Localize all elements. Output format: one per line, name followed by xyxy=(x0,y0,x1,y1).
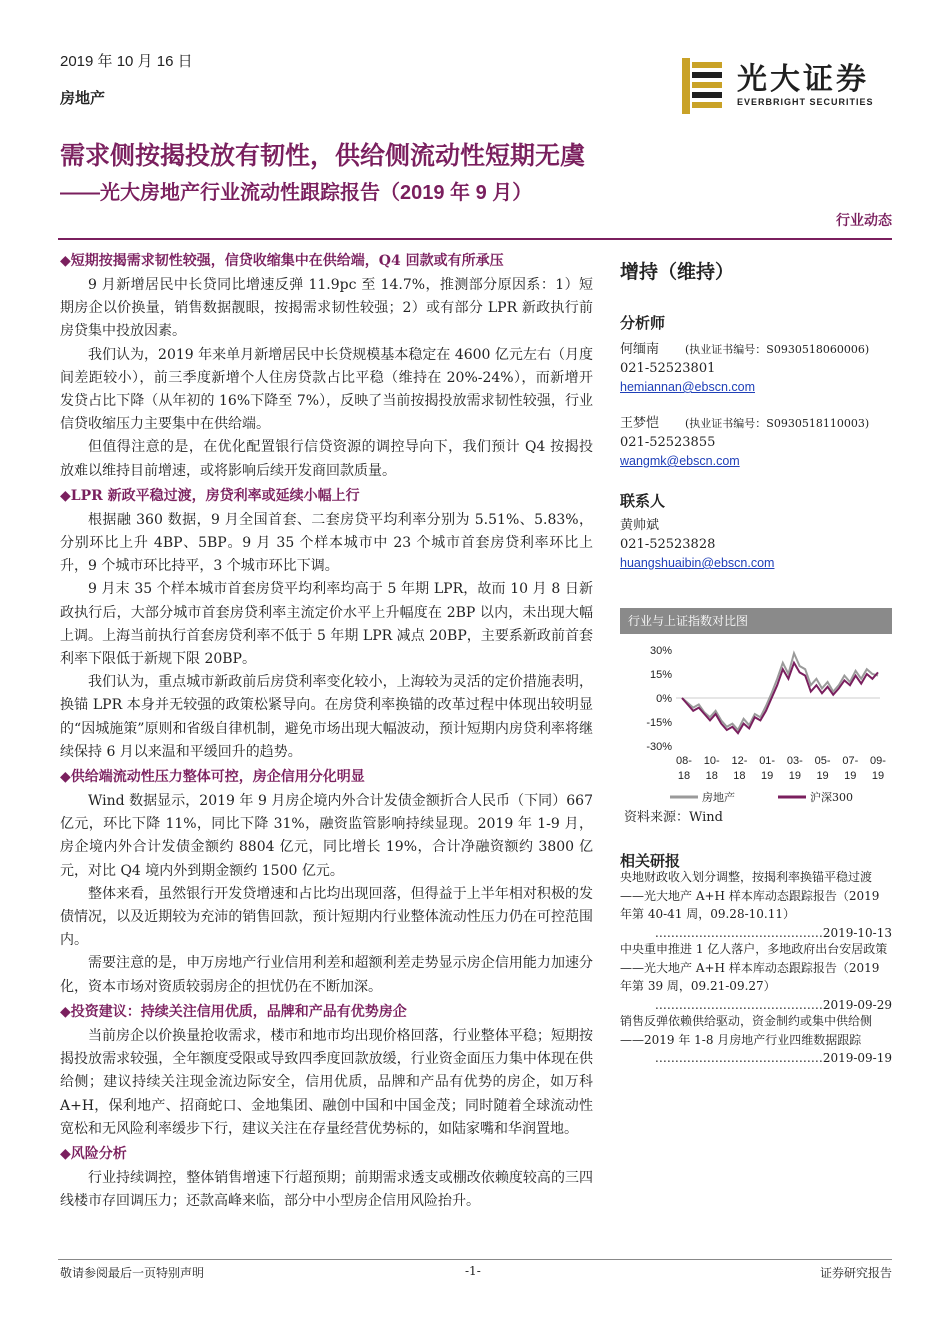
x-tick-label: 09- xyxy=(870,755,886,767)
report-category: 行业动态 xyxy=(836,212,892,228)
paragraph: 整体来看，虽然银行开发贷增速和占比均出现回落，但得益于上半年相对积极的发债情况，以及近期较为充沛的销售回款，预计短期内行业整体流动性压力仍在可控范围内。 xyxy=(60,885,593,949)
x-tick-label: 19 xyxy=(871,770,885,782)
sector-label: 房地产 xyxy=(60,90,106,107)
legend-label: 沪深300 xyxy=(810,791,853,804)
footer-divider xyxy=(58,1259,892,1260)
comparison-chart xyxy=(620,640,892,810)
paragraph: 需要注意的是，申万房地产行业信用利差和超额利差走势显示房企信用能力加速分化，资本市场对资质较弱房企的担忧仍在不断加深。 xyxy=(60,955,593,995)
analyst-email-link[interactable]: hemiannan@ebscn.com xyxy=(620,380,755,394)
page-number: -1- xyxy=(465,1264,481,1278)
main-body xyxy=(60,248,593,1213)
x-tick-label: 19 xyxy=(761,770,774,782)
section-heading: ◆投资建议：持续关注信用优质，品牌和产品有优势房企 xyxy=(60,1003,407,1020)
related-report-text: 中央重申推进 1 亿人落户，多地政府出台安居政策——光大地产 A+H 样本库动态跟踪报告（2019 年第 39 周，09.21-09.27） xyxy=(620,942,888,993)
analyst-license: (执业证书编号：S0930518110003) xyxy=(685,417,870,430)
x-tick-label: 10- xyxy=(703,755,720,767)
contact-phone: 021-52523828 xyxy=(620,537,716,552)
logo-subtext: EVERBRIGHT SECURITIES xyxy=(737,97,874,107)
x-tick-label: 08- xyxy=(676,755,692,767)
logo-text: 光大证券 xyxy=(737,62,869,97)
footer-label: 证券研究报告 xyxy=(819,1266,892,1280)
paragraph: 9 月新增居民中长贷同比增速反弹 11.9pc 至 14.7%，推测部分原因系：1）短期房企以价换量，销售数据靓眼，按揭需求韧性较强；2）或有部分 LPR 新政执行前房贷集中投放因素。 xyxy=(60,277,593,340)
related-report-date: ……………………………………2019-10-13 xyxy=(654,925,892,940)
y-tick-label: 30% xyxy=(649,645,672,657)
x-tick-label: 12- xyxy=(731,755,748,767)
related-report-2[interactable] xyxy=(620,940,892,1014)
y-tick-label: -15% xyxy=(646,717,672,729)
x-tick-label: 19 xyxy=(816,770,829,782)
paragraph: 我们认为，2019 年来单月新增居民中长贷规模基本稳定在 4600 亿元左右（月度间差距较小），前三季度新增个人住房贷款占比平稳（维持在 20%-24%），而新增开发贷占比下降（从年初的 16%下降至 7%），反映了当前按揭投放需求韧性较强，行业信贷收缩压力主要集中在供给端。 xyxy=(60,346,593,433)
x-tick-label: 18 xyxy=(677,770,691,782)
chart-title-bar: 行业与上证指数对比图 xyxy=(620,608,892,634)
paragraph: 但值得注意的是，在优化配置银行信贷资源的调控导向下，我们预计 Q4 按揭投放难以维持目前增速，或将影响后续开发商回款质量。 xyxy=(60,439,593,479)
report-title: 需求侧按揭投放有韧性，供给侧流动性短期无虞 xyxy=(60,142,586,170)
paragraph: 行业持续调控，整体销售增速下行超预期；前期需求透支或棚改依赖度较高的三四线楼市存回调压力；还款高峰来临，部分中小型房企信用风险抬升。 xyxy=(60,1169,593,1210)
related-report-text: 央地财政收入划分调整，按揭利率换锚平稳过渡——光大地产 A+H 样本库动态跟踪报告（2019 年第 40-41 周，09.28-10.11） xyxy=(620,870,880,921)
footer-disclaimer: 敬请参阅最后一页特别声明 xyxy=(60,1266,205,1280)
x-tick-label: 19 xyxy=(788,770,801,782)
paragraph: 9 月末 35 个样本城市首套房贷平均利率均高于 5 年期 LPR，故而 10 月 8 日新政执行后，大部分城市首套房贷利率主流定价水平上升幅度在 2BP 以内，未出现大幅上调。上海当前执行首套房贷利率不低于 5 年期 LPR 减点 20BP，主要系新政前首套利率下限低于新规下限 20BP。 xyxy=(60,581,593,668)
paragraph: Wind 数据显示，2019 年 9 月房企境内外合计发债金额折合人民币（下同）667 亿元，环比下降 11%，同比下降 31%，融资监管影响持续显现。2019 年 1-9 月，房企境内外合计发债金额约 8804 亿元，同比增长 19%，合计净融资额约 3800 亿元，对比 Q4 境内外到期金额约 1500 亿元。 xyxy=(60,793,593,879)
related-report-date: ……………………………………2019-09-29 xyxy=(654,997,892,1012)
section-heading: ◆风险分析 xyxy=(60,1145,127,1162)
analyst-phone: 021-52523801 xyxy=(620,361,716,376)
analyst-phone: 021-52523855 xyxy=(620,435,716,450)
analyst-name: 王梦恺 xyxy=(620,416,660,431)
logo-mark-icon xyxy=(682,58,732,114)
report-date: 2019 年 10 月 16 日 xyxy=(60,53,193,70)
analyst-license: (执业证书编号：S0930518060006) xyxy=(685,343,870,356)
contact-name: 黄帅斌 xyxy=(620,518,660,533)
section-heading: ◆LPR 新政平稳过渡，房贷利率或延续小幅上行 xyxy=(60,487,360,504)
y-tick-label: 15% xyxy=(649,669,672,681)
related-heading: 相关研报 xyxy=(620,853,681,870)
analyst-name: 何缅南 xyxy=(620,342,660,357)
x-tick-label: 18 xyxy=(705,770,718,782)
related-report-date: ……………………………………2019-09-19 xyxy=(654,1051,892,1065)
analyst-2 xyxy=(620,414,892,471)
x-tick-label: 03- xyxy=(786,755,803,767)
related-report-3[interactable] xyxy=(620,1012,892,1068)
paragraph: 当前房企以价换量抢收需求，楼市和地市均出现价格回落，行业整体平稳；短期按揭投放需求较强，全年额度受限或导致四季度回款放缓，行业资金面压力集中体现在供给侧；建议持续关注现金流边际安全，信用优质，品牌和产品有优势的房企，如万科 A+H，保利地产、招商蛇口、金地集团、融创中国和中国金茂；同时随着全球流动性宽松和无风险利率缓步下行，建议关注在存量经营优势标的，如陆家嘴和华润置地。 xyxy=(60,1027,593,1137)
y-tick-label: -30% xyxy=(646,741,672,753)
header-divider xyxy=(58,238,892,240)
chart-source: 资料来源：Wind xyxy=(624,810,723,825)
analyst-email-link[interactable]: wangmk@ebscn.com xyxy=(620,454,740,468)
related-report-1[interactable] xyxy=(620,868,892,942)
legend-label: 房地产 xyxy=(702,791,735,804)
paragraph: 根据融 360 数据，9 月全国首套、二套房贷平均利率分别为 5.51%、5.83%，分别环比上升 4BP、5BP。9 月 35 个样本城市中 23 个城市首套房贷利率环比上升，9 个城市环比持平，3 个城市环比下调。 xyxy=(60,511,593,575)
contact-heading: 联系人 xyxy=(620,493,666,510)
contact-block xyxy=(620,516,892,573)
paragraph: 我们认为，重点城市新政前后房贷利率变化较小，上海较为灵活的定价措施表明，换锚 LPR 本身并无较强的政策松紧导向。在房贷利率换锚的改革过程中体现出较明显的“因城施策”原则和省级自律机制，避免市场出现大幅波动，预计短期内房贷利率将继续保持 6 月以来温和平缓回升的趋势。 xyxy=(60,674,593,760)
x-tick-label: 18 xyxy=(733,770,746,782)
contact-email-link[interactable]: huangshuaibin@ebscn.com xyxy=(620,556,775,570)
report-subtitle: ——光大房地产行业流动性跟踪报告（2019 年 9 月） xyxy=(60,182,533,204)
x-tick-label: 05- xyxy=(814,755,831,767)
section-heading: ◆短期按揭需求韧性较强，信贷收缩集中在供给端，Q4 回款或有所承压 xyxy=(60,253,504,269)
y-tick-label: 0% xyxy=(656,693,672,705)
analyst-heading: 分析师 xyxy=(620,315,666,332)
rating: 增持（维持） xyxy=(620,262,735,283)
related-report-text: 销售反弹依赖供给驱动，资金制约或集中供给侧——2019 年 1-8 月房地产行业四维数据跟踪 xyxy=(620,1014,873,1047)
section-heading: ◆供给端流动性压力整体可控，房企信用分化明显 xyxy=(60,769,365,786)
x-tick-label: 01- xyxy=(759,755,776,767)
analyst-1 xyxy=(620,340,892,397)
x-tick-label: 07- xyxy=(842,755,859,767)
x-tick-label: 19 xyxy=(844,770,857,782)
